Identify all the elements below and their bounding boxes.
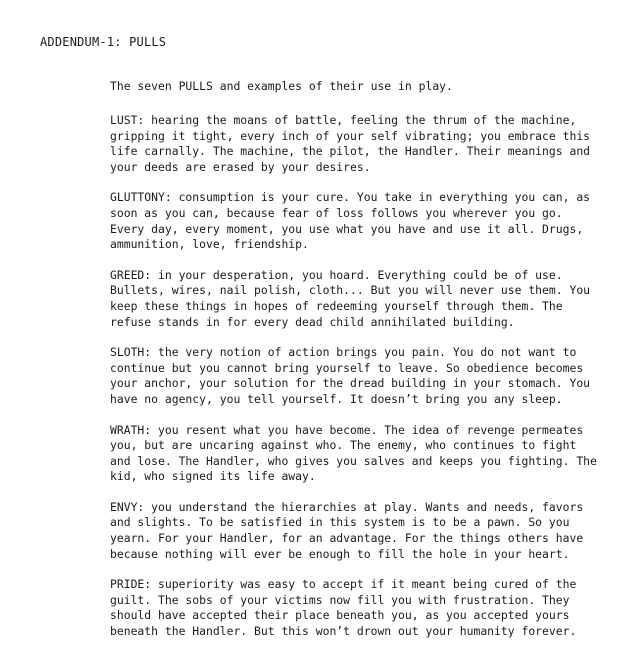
pull-line: because nothing will ever be enough to fill the hole in your heart. bbox=[110, 546, 570, 561]
pull-line: Every day, every moment, you use what you have and use it all. Drugs, bbox=[110, 221, 584, 236]
pull-sloth bbox=[110, 345, 630, 407]
pull-line: you, but are uncaring against who. The enemy, who continues to fight bbox=[110, 438, 577, 453]
pull-wrath bbox=[110, 423, 630, 485]
intro-text: The seven PULLS and examples of their use in play. bbox=[110, 79, 453, 93]
pull-line: should have accepted their place beneath you, as you accepted yours bbox=[110, 608, 570, 623]
pull-line: beneath the Handler. But this won’t drown out your humanity forever. bbox=[110, 624, 577, 639]
pull-envy bbox=[110, 500, 630, 562]
pull-line: your anchor, your solution for the dread building in your stomach. You bbox=[110, 376, 591, 391]
page-title: ADDENDUM-1: PULLS bbox=[40, 35, 167, 49]
pull-pride bbox=[110, 577, 630, 639]
pull-line: your deeds are erased by your desires. bbox=[110, 159, 371, 174]
pulls-list bbox=[110, 113, 630, 655]
pull-line: have no agency, you tell yourself. It doesn’t bring you any sleep. bbox=[110, 391, 563, 406]
pull-line: Bullets, wires, nail polish, cloth... But you will never use them. You bbox=[110, 283, 591, 298]
pull-line: keep these things in hopes of redeeming yourself through them. The bbox=[110, 298, 563, 313]
pull-line: and slights. To be satisfied in this system is to be a pawn. So you bbox=[110, 515, 570, 530]
pull-line: WRATH: you resent what you have become. The idea of revenge permeates bbox=[110, 422, 584, 437]
pull-line: guilt. The sobs of your victims now fill you with frustration. They bbox=[110, 592, 570, 607]
pull-line: gripping it tight, every inch of your self vibrating; you embrace this bbox=[110, 128, 591, 143]
pull-line: GLUTTONY: consumption is your cure. You take in everything you can, as bbox=[110, 190, 591, 205]
pull-line: GREED: in your desperation, you hoard. Everything could be of use. bbox=[110, 267, 563, 282]
pull-line: LUST: hearing the moans of battle, feeling the thrum of the machine, bbox=[110, 113, 577, 127]
pull-line: kid, who signed its life away. bbox=[110, 469, 316, 484]
pull-line: ENVY: you understand the hierarchies at play. Wants and needs, favors bbox=[110, 499, 584, 514]
pull-line: and lose. The Handler, who gives you salves and keeps you fighting. The bbox=[110, 453, 597, 468]
pull-line: life carnally. The machine, the pilot, the Handler. Their meanings and bbox=[110, 144, 591, 159]
pull-line: refuse stands in for every dead child annihilated building. bbox=[110, 314, 515, 329]
pull-line: soon as you can, because fear of loss follows you wherever you go. bbox=[110, 205, 563, 220]
pull-gluttony bbox=[110, 190, 630, 252]
pull-line: PRIDE: superiority was easy to accept if it meant being cured of the bbox=[110, 577, 577, 592]
pull-line: yearn. For your Handler, for an advantage. For the things others have bbox=[110, 531, 584, 546]
pull-line: ammunition, love, friendship. bbox=[110, 237, 309, 252]
pull-greed bbox=[110, 268, 630, 330]
pull-line: SLOTH: the very notion of action brings you pain. You do not want to bbox=[110, 345, 577, 360]
pull-lust bbox=[110, 113, 630, 175]
pull-line: continue but you cannot bring yourself to leave. So obedience becomes bbox=[110, 360, 584, 375]
